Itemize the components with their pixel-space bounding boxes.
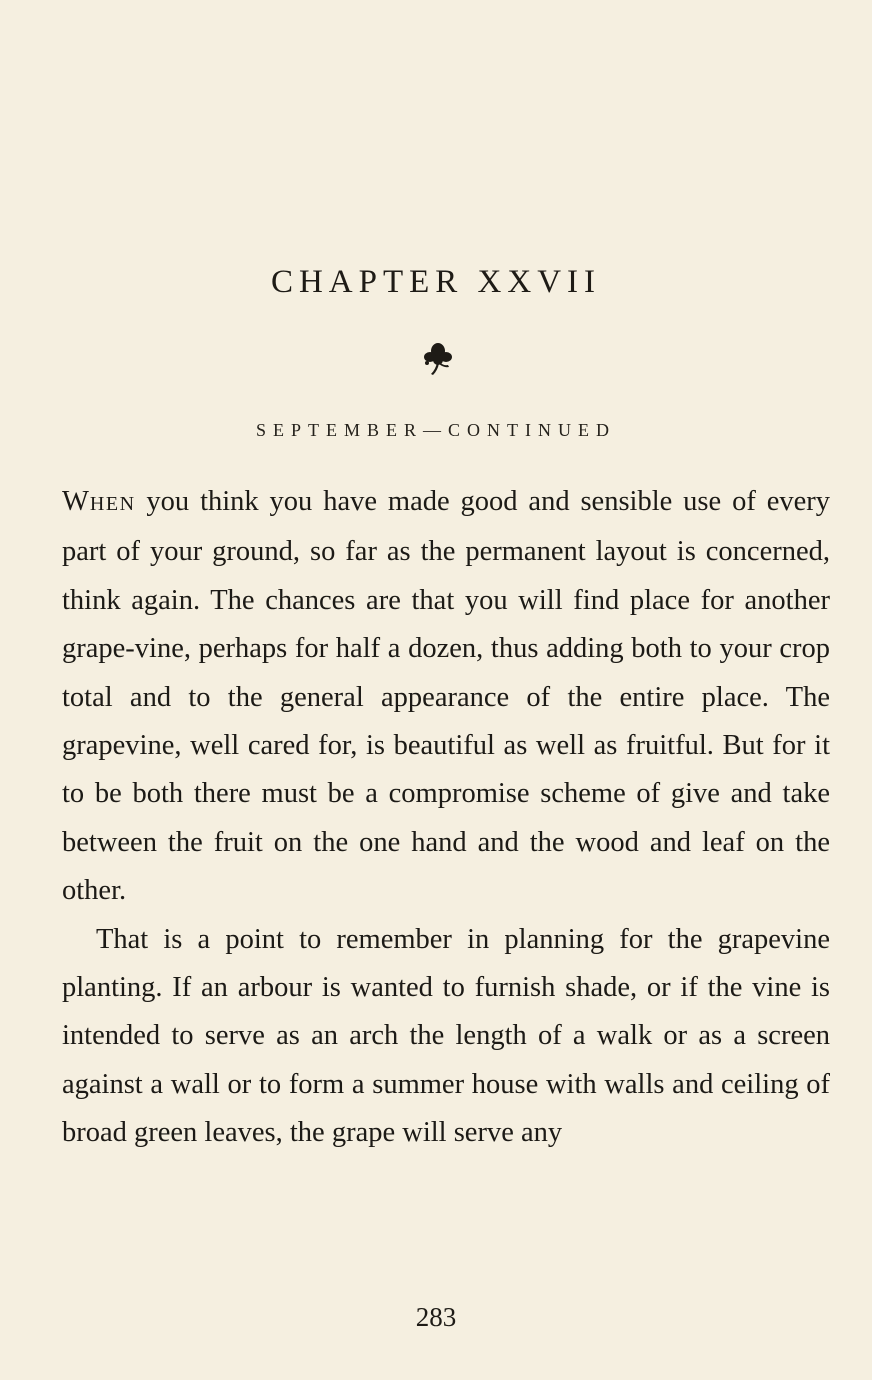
lead-initial: W bbox=[62, 486, 90, 517]
page-number: 283 bbox=[415, 1302, 457, 1332]
leaf-flourish-ornament-icon bbox=[418, 338, 458, 378]
chapter-title: CHAPTER XXVII bbox=[270, 264, 602, 300]
chapter-subtitle: SEPTEMBER—CONTINUED bbox=[255, 420, 616, 440]
body-text bbox=[62, 478, 830, 1158]
paragraph-1 bbox=[62, 478, 830, 916]
lead-small-caps: HEN bbox=[89, 493, 136, 515]
paragraph-2: That is a point to remember in planning for the grapevine planting. If an arbour is wanted to furnish shade, or if the vine is intended to serve as an arch the length of a walk or as a screen against a wall or to form a summer house with walls and ceiling of broad green leaves, the grape will serve any bbox=[62, 923, 830, 1149]
paragraph-1-text: you think you have made good and sensible use of every part of your ground, so far as the permanent layout is concerned, think again. The chances are that you will find place for another grape-vine, perhaps for half a dozen, thus adding both to your crop total and to the general appearance of the entire place. The grapevine, well cared for, is beautiful as well as fruitful. But for it to be both there must be a compromise scheme of give and take between the fruit on the one hand and the wood and leaf on the other. bbox=[62, 486, 830, 907]
